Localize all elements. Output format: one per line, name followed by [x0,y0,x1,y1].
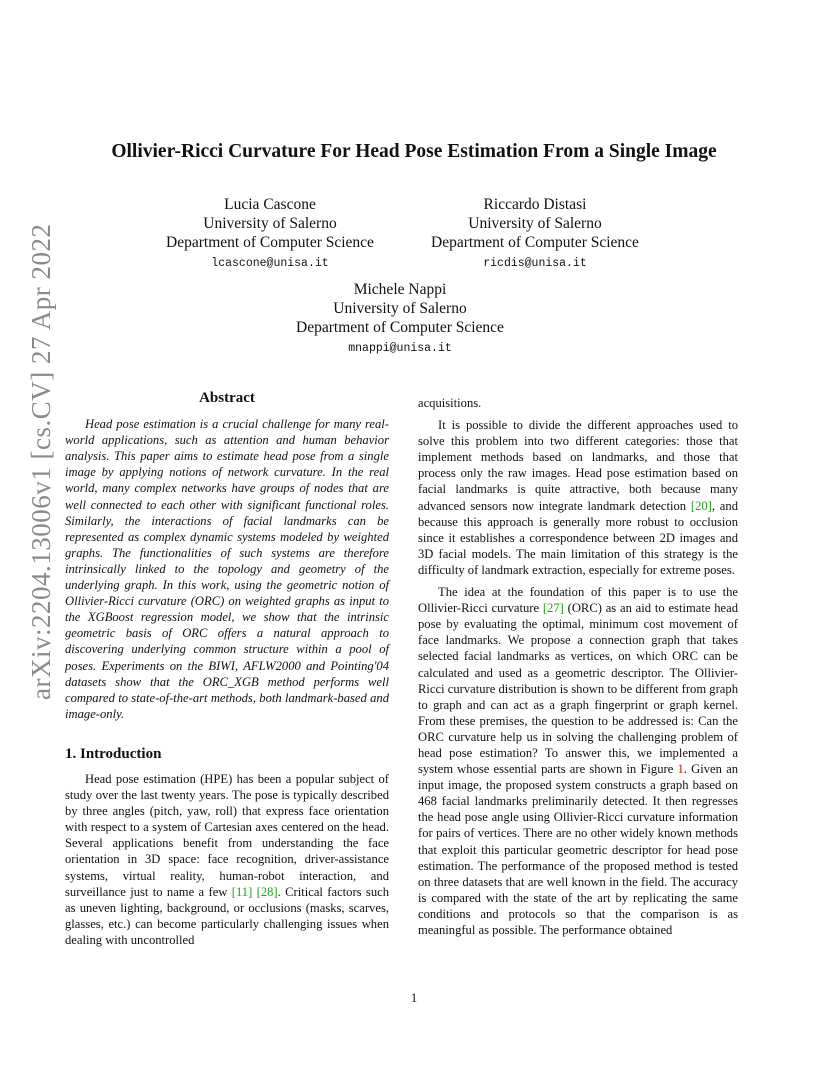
author-email: lcascone@unisa.it [211,257,329,270]
author-name: Riccardo Distasi [483,196,587,213]
abstract-heading: Abstract [199,390,255,406]
author-affiliation: University of Salerno [203,215,337,232]
paragraph-continuation: acquisitions. [418,396,482,410]
citation-link[interactable]: [28] [256,884,278,899]
citation-link[interactable]: [27] [542,601,564,616]
author-affiliation: University of Salerno [333,300,467,317]
author-department: Department of Computer Science [296,319,504,336]
arxiv-identifier-stamp: arXiv:2204.13006v1 [cs.CV] 27 Apr 2022 [26,223,56,700]
introduction-paragraph: Head pose estimation (HPE) has been a popular subject of study over the last twenty years. The pose is typically described by three angles (pitch, yaw, roll) that express face orientation with respect to a system of Cartesian axes centered on the head. Several applications benefit from understanding the face orientation in 3D space: face recognition, driver-assistance systems, virtual reality, human-robot interaction, and surveillance just to name a few [11] [28]. Critical factors such as uneven lighting, background, or occlusions (masks, scarves, glasses, etc.) can become particularly challenging issues when dealing with uncontrolled [65,771,389,947]
citation-link[interactable]: [11] [231,884,253,899]
abstract-text: Head pose estimation is a crucial challenge for many real-world applications, such as attention and human behavior analysis. This paper aims to estimate head pose from a single image by applying notions of network curvature. In the real world, many complex networks have groups of nodes that are well connected to each other with significant functional roles. Similarly, the interactions of facial landmarks can be represented as complex dynamic systems modeled by weighted graphs. The functionalities of such systems are therefore intrinsically linked to the topology and geometry of the underlying graph. In this work, using the geometric notion of Ollivier-Ricci curvature (ORC) on weighted graphs as input to the XGBoost regression model, we show that the intrinsic geometric basis of ORC offers a natural approach to discovering underlying common structure within a pool of poses. Experiments on the BIWI, AFLW2000 and Pointing'04 datasets show that the ORC_XGB method performs well compared to state-of-the-art methods, both landmark-based and image-only. [65,417,389,721]
approaches-paragraph: It is possible to divide the different approaches used to solve this problem into two different categories: those that implement methods based on landmarks, and those that process only the raw images. Head pose estimation based on facial landmarks is quite attractive, both because many advanced sensors now integrate landmark detection [20], and because this approach is generally more robust to occlusion since it establishes a correspondence between 2D images and 3D facial models. The main limitation of this strategy is the difficulty of landmark extraction, especially for extreme poses. [418,418,738,577]
author-department: Department of Computer Science [431,234,639,251]
left-column [65,390,389,948]
author-block-3 [280,280,520,358]
author-email: mnappi@unisa.it [348,342,452,355]
figure-reference-link[interactable]: 1 [677,762,684,777]
author-email: ricdis@unisa.it [483,257,587,270]
page-number: 1 [410,990,418,1005]
paper-title: Ollivier-Ricci Curvature For Head Pose Estimation From a Single Image [111,141,717,162]
citation-link[interactable]: [20] [690,498,712,513]
introduction-heading: 1. Introduction [65,745,162,762]
author-block-2 [415,195,655,273]
author-department: Department of Computer Science [166,234,374,251]
idea-paragraph: The idea at the foundation of this paper is to use the Ollivier-Ricci curvature [27] (ORC) as an aid to estimate head pose by evaluating the optimal, minimum cost movement of face landmarks. We propose a connection graph that takes selected facial landmarks as vertices, on which ORC can be calculated and used as a geometric descriptor. The Ollivier-Ricci curvature distribution is shown to be different from graph to graph and can act as a graph fingerprint or graph kernel. From these premises, the question to be addressed is: Can the ORC curvature help us in solving the challenging problem of head pose estimation? To answer this, we implemented a system whose essential parts are shown in Figure 1. Given an input image, the proposed system constructs a graph based on 468 facial landmarks preliminarily detected. It then regresses the head pose angle using Ollivier-Ricci curvature information for pairs of vertices. There are no other widely known methods that exploit this particular geometric descriptor for head pose estimation. The performance of the proposed method is tested on three datasets that are well known in the field. The accuracy is compared with the state of the art by replicating the same conditions and protocols so that the comparison is as meaningful as possible. The performance obtained [418,585,738,937]
author-name: Lucia Cascone [224,196,316,213]
author-affiliation: University of Salerno [468,215,602,232]
right-column [418,395,738,938]
author-block-1 [150,195,390,273]
author-name: Michele Nappi [353,281,447,298]
